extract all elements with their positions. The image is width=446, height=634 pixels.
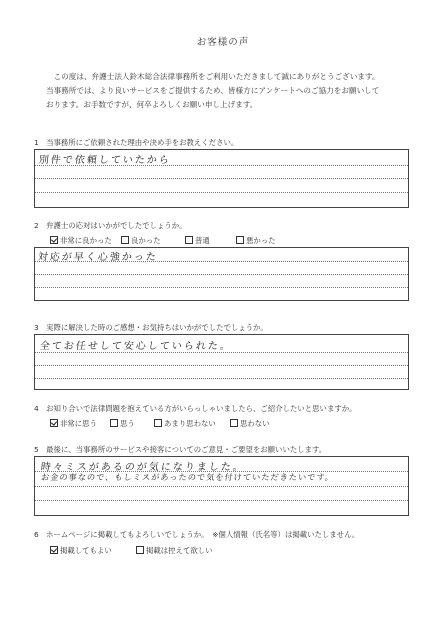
option-label: 普通 (195, 236, 210, 245)
checkbox[interactable] (230, 419, 238, 427)
ruled-line (35, 352, 408, 353)
question-6: 6 ホームページに掲載してもよろしいでしょうか。 ※個人情報（氏名等）は掲載いたしません。 (34, 530, 360, 539)
answer-box-5 (34, 456, 409, 516)
checkbox[interactable] (154, 419, 162, 427)
intro-line: 当事務所では、より良いサービスをご提供するため、皆様方にアンケートへのご協力をお願いして (46, 86, 380, 95)
answer-box-2 (34, 247, 409, 301)
option-label: 良かった (131, 236, 161, 245)
checkbox[interactable] (185, 236, 193, 244)
ruled-line (35, 486, 408, 487)
answer-box-3 (34, 334, 409, 390)
ruled-line (35, 365, 408, 366)
checkbox[interactable] (121, 236, 129, 244)
handwritten-answer-1: 別件で依頼していたから (38, 155, 172, 166)
intro-line: おります。お手数ですが、何卒よろしくお願い申し上げます。 (46, 100, 258, 109)
option-agree[interactable] (110, 418, 135, 429)
ruled-line (35, 192, 408, 193)
option-disagree[interactable] (230, 418, 270, 429)
checkbox[interactable] (136, 546, 144, 554)
option-allow-publish[interactable] (50, 545, 112, 556)
option-strongly-agree[interactable] (50, 418, 97, 429)
question-3: 3 実際に解決した時のご感想・お気持ちはいかがでしたでしょうか。 (34, 323, 268, 332)
intro-line: この度は、弁護士法人鈴木総合法律事務所をご利用いただきまして誠にありがとうございます。 (46, 72, 380, 81)
option-label: 悪かった (246, 236, 276, 245)
handwritten-answer-2: 対応が早く心強かった (37, 252, 159, 263)
option-label: 非常に良かった (60, 236, 112, 245)
checkbox-checked[interactable] (50, 546, 58, 554)
checkbox-checked[interactable] (50, 236, 58, 244)
intro-paragraph (46, 70, 416, 112)
option-very-good[interactable] (50, 235, 112, 246)
checkbox[interactable] (110, 419, 118, 427)
handwritten-answer-5a: 時々ミスがあるのが気になりました。 (40, 462, 246, 473)
options-4 (50, 418, 410, 430)
option-normal[interactable] (185, 235, 210, 246)
question-5: 5 最後に、当事務所のサービスや接客についてのご意見・ご要望をお願いいたします。 (34, 445, 327, 454)
option-label: 非常に思う (60, 419, 97, 428)
handwritten-answer-5b: お金の事なので、もしミスがあったので気を付けていただきたいです。 (40, 472, 335, 482)
question-2: 2 弁護士の応対はいかがでしたでしょうか。 (34, 221, 187, 230)
option-decline-publish[interactable] (136, 545, 213, 556)
ruled-line (35, 500, 408, 501)
ruled-line (35, 178, 408, 179)
option-label: 掲載は控えて欲しい (146, 546, 213, 555)
option-label: 掲載してもよい (60, 546, 112, 555)
handwritten-answer-3: 全てお任せして安心していられた。 (39, 341, 233, 352)
option-label: あまり思わない (164, 419, 216, 428)
ruled-line (35, 274, 408, 275)
option-label: 思わない (240, 419, 270, 428)
checkbox-checked[interactable] (50, 419, 58, 427)
option-label: 思う (120, 419, 135, 428)
option-bad[interactable] (236, 235, 276, 246)
ruled-line (35, 378, 408, 379)
ruled-line (35, 287, 408, 288)
option-not-really[interactable] (154, 418, 216, 429)
answer-box-1 (34, 149, 409, 208)
survey-title: お客様の声 (196, 37, 250, 48)
question-1: 1 当事務所にご依頼された理由や決め手をお教えください。 (34, 138, 239, 147)
question-4: 4 お知り合いで法律問題を抱えている方がいらっしゃいましたら、ご紹介したいと思いますか。 (34, 404, 357, 413)
checkbox[interactable] (236, 236, 244, 244)
option-good[interactable] (121, 235, 161, 246)
options-6 (50, 545, 410, 557)
options-2 (50, 235, 410, 247)
